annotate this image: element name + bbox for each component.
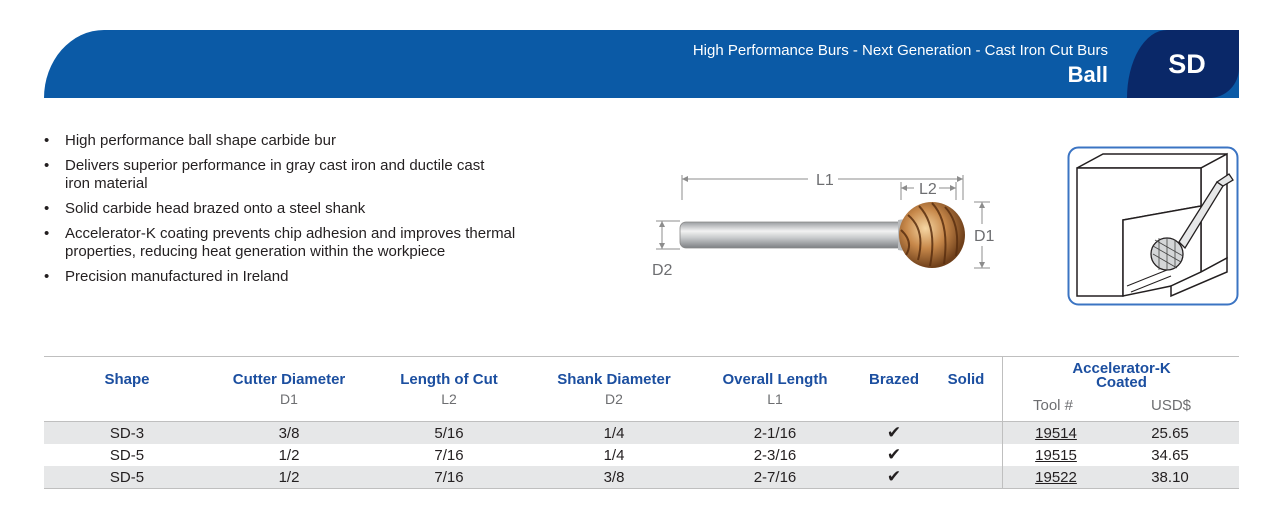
feature-list — [44, 132, 584, 293]
brazed-check-icon: ✔ — [886, 423, 902, 442]
price-value: 25.65 — [1151, 425, 1189, 442]
series-code-tab — [1127, 30, 1239, 98]
cell-cutter-diameter: 3/8 — [278, 425, 300, 442]
accelerator-k-cell — [1002, 422, 1240, 444]
accelerator-k-cell — [1002, 466, 1240, 488]
header-banner — [44, 30, 1239, 98]
cell-shape: SD-5 — [109, 469, 145, 486]
col-header-brazed: Brazed — [868, 371, 920, 388]
bur-dimension-diagram — [636, 160, 1016, 300]
table-bottom-rule — [44, 488, 1239, 489]
price-value: 38.10 — [1151, 469, 1189, 486]
col-header-price: USD$ — [1151, 397, 1192, 414]
application-illustration — [1067, 146, 1239, 306]
product-name: Ball — [1067, 62, 1108, 87]
l2-label: L2 — [919, 181, 937, 198]
cell-shank-diameter: 3/8 — [603, 469, 625, 486]
col-header-solid: Solid — [947, 371, 985, 388]
accelerator-k-cell — [1002, 444, 1240, 466]
brazed-check-icon: ✔ — [886, 467, 902, 486]
cell-length-of-cut: 7/16 — [434, 469, 464, 486]
col-header-shank-diameter: Shank Diameter D2 — [557, 371, 671, 407]
table-row — [44, 422, 1239, 444]
tool-number-link[interactable]: 19522 — [1035, 469, 1077, 486]
cell-length-of-cut: 7/16 — [434, 447, 464, 464]
shank-shape — [680, 222, 912, 248]
cell-shank-diameter: 1/4 — [603, 447, 625, 464]
table-body — [44, 422, 1239, 488]
cell-shank-diameter: 1/4 — [603, 425, 625, 442]
cell-overall-length: 2-1/16 — [753, 425, 797, 442]
feature-item: • Accelerator-K coating prevents chip adhesion and improves thermal properties, reducing heat generation within the workpiece — [44, 225, 575, 261]
cell-length-of-cut: 5/16 — [434, 425, 464, 442]
price-value: 34.65 — [1151, 447, 1189, 464]
l1-label: L1 — [816, 172, 834, 189]
accelerator-k-title: Accelerator-K Coated — [1072, 360, 1171, 391]
cell-shape: SD-3 — [109, 425, 145, 442]
col-header-overall-length: Overall Length L1 — [722, 371, 828, 407]
tool-number-link[interactable]: 19514 — [1035, 425, 1077, 442]
feature-item: • High performance ball shape carbide bur — [44, 132, 584, 150]
col-header-shape: Shape — [104, 371, 150, 388]
cell-overall-length: 2-7/16 — [753, 469, 797, 486]
col-header-length-of-cut: Length of Cut L2 — [400, 371, 498, 407]
tool-number-link[interactable]: 19515 — [1035, 447, 1077, 464]
col-header-tool-number: Tool # — [1033, 397, 1074, 414]
cell-cutter-diameter: 1/2 — [278, 447, 300, 464]
series-code: SD — [1168, 48, 1206, 79]
cell-overall-length: 2-3/16 — [753, 447, 797, 464]
feature-item: • Delivers superior performance in gray cast iron and ductile cast iron material — [44, 157, 505, 193]
feature-item: • Solid carbide head brazed onto a steel shank — [44, 200, 584, 218]
table-row — [44, 444, 1239, 466]
product-line-subtitle: High Performance Burs - Next Generation - Cast Iron Cut Burs — [692, 42, 1108, 59]
brazed-check-icon: ✔ — [886, 445, 902, 464]
col-header-cutter-diameter: Cutter Diameter D1 — [232, 371, 346, 407]
d2-label: D2 — [652, 262, 673, 279]
table-row — [44, 466, 1239, 488]
spec-table — [44, 356, 1239, 488]
cell-shape: SD-5 — [109, 447, 145, 464]
table-header — [44, 356, 1239, 422]
accelerator-k-header — [1002, 357, 1240, 421]
feature-item: • Precision manufactured in Ireland — [44, 268, 584, 286]
cell-cutter-diameter: 1/2 — [278, 469, 300, 486]
d1-label: D1 — [974, 228, 995, 245]
